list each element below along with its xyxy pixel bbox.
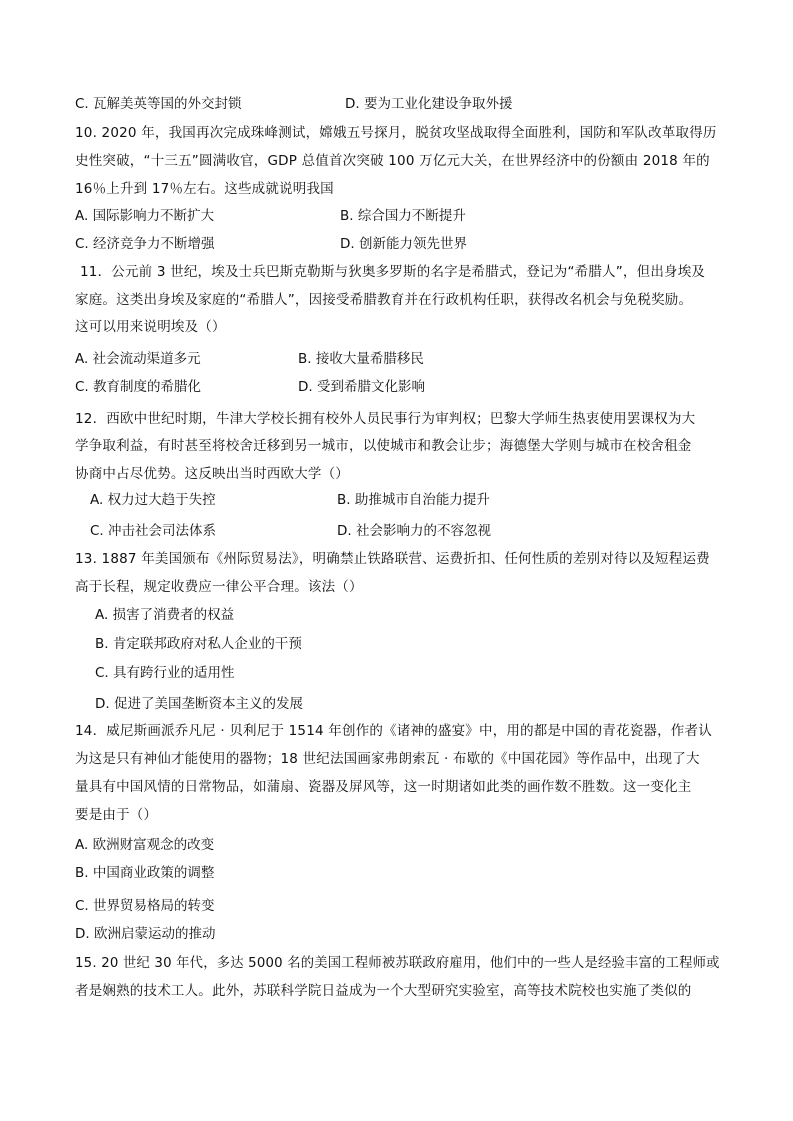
q14-option-b: B. 中国商业政策的调整 [75, 865, 215, 881]
q11-stem-line-2: 家庭。这类出身埃及家庭的“希腊人”，因接受希腊教育并在行政机构任职，获得改名机会与免税奖励。 [75, 292, 693, 308]
q14-stem-line-1: 14．威尼斯画派乔凡尼 · 贝利尼于 1514 年创作的《诸神的盛宴》中，用的都是中国的青花瓷器，作者认 [75, 723, 712, 739]
q10-option-d: D. 创新能力领先世界 [340, 236, 467, 252]
q15-stem-line-2: 者是娴熟的技术工人。此外，苏联科学院日益成为一个大型研究实验室，高等技术院校也实施了类似的 [75, 983, 692, 999]
q13-option-d: D. 促进了美国垄断资本主义的发展 [95, 696, 303, 712]
q13-option-a: A. 损害了消费者的权益 [95, 607, 235, 623]
q9-option-d: D. 要为工业化建设争取外援 [345, 96, 513, 112]
q12-option-b: B. 助推城市自治能力提升 [337, 492, 490, 508]
q14-option-a: A. 欧洲财富观念的改变 [75, 837, 215, 853]
q11-option-b: B. 接收大量希腊移民 [298, 351, 424, 367]
q12-stem-line-1: 12．西欧中世纪时期，牛津大学校长拥有校外人员民事行为审判权；巴黎大学师生热衷使用罢课权为大 [75, 411, 696, 427]
q11-option-a: A. 社会流动渠道多元 [75, 351, 201, 367]
q10-stem-line-1: 10. 2020 年，我国再次完成珠峰测试，嫦娥五号探月，脱贫攻坚战取得全面胜利，国防和军队改革取得历 [75, 125, 717, 141]
q10-option-b: B. 综合国力不断提升 [340, 208, 466, 224]
q12-option-d: D. 社会影响力的不容忽视 [337, 523, 491, 539]
q12-stem-line-3: 协商中占尽优势。这反映出当时西欧大学（） [75, 466, 349, 482]
q10-option-a: A. 国际影响力不断扩大 [75, 208, 215, 224]
q11-option-c: C. 教育制度的希腊化 [75, 379, 202, 395]
q15-stem-line-1: 15. 20 世纪 30 年代，多达 5000 名的美国工程师被苏联政府雇用，他们中的一些人是经验丰富的工程师或 [75, 955, 720, 971]
q10-stem-line-2: 史性突破，“十三五”圆满收官，GDP 总值首次突破 100 万亿元大关，在世界经济中的份额由 2018 年的 [75, 153, 710, 169]
q11-stem-line-1: 11．公元前 3 世纪，埃及士兵巴斯克勒斯与狄奥多罗斯的名字是希腊式，登记为“希腊人”，但出身埃及 [80, 264, 706, 280]
q13-option-c: C. 具有跨行业的适用性 [95, 665, 235, 681]
q13-option-b: B. 肯定联邦政府对私人企业的干预 [95, 636, 302, 652]
q13-stem-line-1: 13. 1887 年美国颁布《州际贸易法》，明确禁止铁路联营、运费折扣、任何性质的差别对待以及短程运费 [75, 551, 710, 567]
q14-option-d: D. 欧洲启蒙运动的推动 [75, 926, 216, 942]
q14-option-c: C. 世界贸易格局的转变 [75, 898, 215, 914]
q14-stem-line-3: 量具有中国风情的日常物品，如蒲扇、瓷器及屏风等，这一时期诸如此类的画作数不胜数。这一变化主 [75, 779, 692, 795]
q10-option-c: C. 经济竞争力不断增强 [75, 236, 215, 252]
q13-stem-line-2: 高于长程，规定收费应一律公平合理。该法（） [75, 579, 363, 595]
q14-stem-line-4: 要是由于（） [75, 807, 158, 823]
q9-option-c: C. 瓦解美英等国的外交封锁 [75, 96, 242, 112]
q11-option-d: D. 受到希腊文化影响 [298, 379, 425, 395]
q11-stem-line-3: 这可以用来说明埃及（） [75, 319, 226, 335]
q12-stem-line-2: 学争取利益，有时甚至将校舍迁移到另一城市，以使城市和教会让步；海德堡大学则与城市在校舍租金 [75, 438, 692, 454]
q10-stem-line-3: 16％上升到 17％左右。这些成就说明我国 [75, 181, 334, 197]
q12-option-a: A. 权力过大趋于失控 [90, 492, 216, 508]
q14-stem-line-2: 为这是只有神仙才能使用的器物；18 世纪法国画家弗朗索瓦 · 布歇的《中国花园》等作品中，出现了大 [75, 751, 700, 767]
q12-option-c: C. 冲击社会司法体系 [90, 523, 217, 539]
